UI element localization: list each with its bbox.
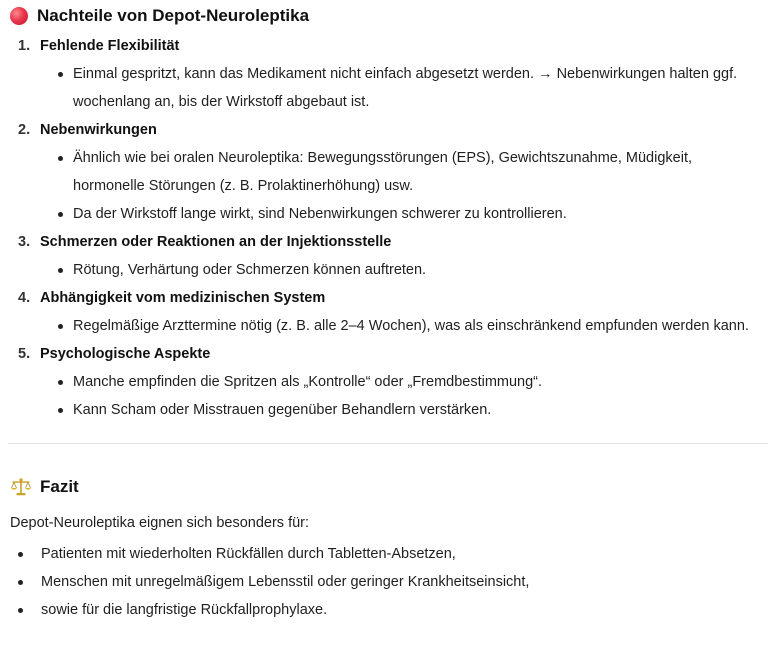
- list-item: sowie für die langfristige Rückfallprophylaxe.: [10, 596, 762, 624]
- item-title: Psychologische Aspekte: [40, 346, 211, 362]
- sub-list: [40, 368, 762, 424]
- list-item: [10, 116, 762, 228]
- sub-list: [40, 144, 762, 228]
- fazit-list: [10, 540, 762, 624]
- list-item: [10, 284, 762, 340]
- disadvantages-list: [10, 32, 762, 424]
- item-title: Abhängigkeit vom medizinischen System: [40, 290, 326, 306]
- sub-list-item: Da der Wirkstoff lange wirkt, sind Nebenwirkungen schwerer zu kontrollieren.: [40, 200, 762, 228]
- item-number: 4.: [18, 290, 31, 306]
- sub-list: [40, 312, 762, 340]
- section-title: Fazit: [40, 477, 79, 496]
- sub-list-item: Kann Scham oder Misstrauen gegenüber Behandlern verstärken.: [40, 396, 762, 424]
- item-title: Fehlende Flexibilität: [40, 38, 180, 54]
- item-number: 3.: [18, 234, 31, 250]
- section-title: Nachteile von Depot-Neuroleptika: [37, 6, 310, 25]
- item-title: Nebenwirkungen: [40, 122, 157, 138]
- item-number: 2.: [18, 122, 31, 138]
- document: [10, 0, 762, 624]
- sub-list-item: Einmal gespritzt, kann das Medikament nicht einfach abgesetzt werden. → Nebenwirkungen halten ggf. wochenlang an, bis der Wirkstoff abgebaut ist.: [40, 60, 762, 116]
- list-item: [10, 340, 762, 424]
- sub-list: [40, 60, 762, 116]
- list-item: Patienten mit wiederholten Rückfällen durch Tabletten-Absetzen,: [10, 540, 762, 568]
- item-title: Schmerzen oder Reaktionen an der Injektionsstelle: [40, 234, 392, 250]
- sub-list-item: Ähnlich wie bei oralen Neuroleptika: Bewegungsstörungen (EPS), Gewichtszunahme, Müdigkeit, hormonelle Störungen (z. B. Prolaktinerhöhung) usw.: [40, 144, 762, 200]
- list-item: Menschen mit unregelmäßigem Lebensstil oder geringer Krankheitseinsicht,: [10, 568, 762, 596]
- sub-list-item: Regelmäßige Arzttermine nötig (z. B. alle 2–4 Wochen), was als einschränkend empfunden werden kann.: [40, 312, 762, 340]
- sub-list-item: Rötung, Verhärtung oder Schmerzen können auftreten.: [40, 256, 762, 284]
- item-number: 5.: [18, 346, 31, 362]
- section-heading-fazit: [10, 471, 762, 503]
- divider: [8, 443, 768, 444]
- balance-scale-icon: [10, 477, 32, 497]
- list-item: [10, 32, 762, 116]
- sub-list: [40, 256, 762, 284]
- section-heading-nachteile: [10, 0, 762, 32]
- red-circle-icon: [10, 7, 28, 25]
- sub-list-item: Manche empfinden die Spritzen als „Kontrolle“ oder „Fremdbestimmung“.: [40, 368, 762, 396]
- list-item: [10, 228, 762, 284]
- fazit-intro: Depot-Neuroleptika eignen sich besonders für:: [10, 515, 310, 531]
- item-number: 1.: [18, 38, 31, 54]
